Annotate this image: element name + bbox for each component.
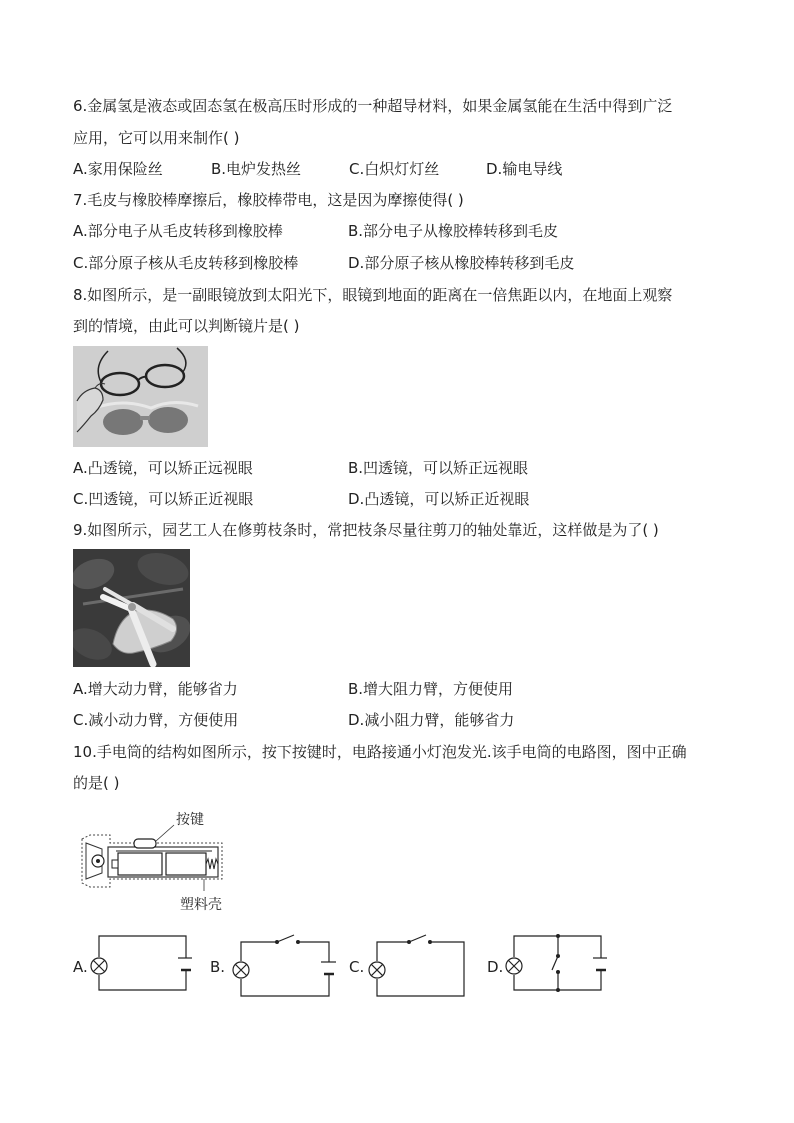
q6-option-d: D.输电导线: [486, 160, 563, 178]
q9-stem: 9.如图所示，园艺工人在修剪枝条时，常把枝条尽量往剪刀的轴处靠近，这样做是为了( ): [73, 521, 659, 539]
q7-option-c: C.部分原子核从毛皮转移到橡胶棒: [73, 254, 299, 272]
shell-label: 塑料壳: [180, 897, 222, 913]
q7-option-d: D.部分原子核从橡胶棒转移到毛皮: [348, 254, 575, 272]
battery-icon: [593, 958, 607, 970]
circuit-a-diagram: [88, 930, 192, 996]
switch-icon: [275, 935, 300, 944]
q6-option-c: C.白炽灯灯丝: [349, 160, 440, 178]
switch-icon: [552, 954, 560, 974]
q8-stem-line1: 8.如图所示，是一副眼镜放到太阳光下，眼镜到地面的距离在一倍焦距以内，在地面上观察: [73, 286, 673, 304]
q10-stem-line1: 10.手电筒的结构如图所示，按下按键时，电路接通小灯泡发光.该手电筒的电路图，图中正确: [73, 743, 687, 761]
switch-icon: [407, 935, 432, 944]
circuit-c-label: C.: [349, 958, 365, 976]
q9-option-c: C.减小动力臂，方便使用: [73, 711, 239, 729]
q6-stem-line2: 应用，它可以用来制作( ): [73, 129, 240, 147]
q6-option-a: A.家用保险丝: [73, 160, 163, 178]
battery-icon: [178, 958, 192, 970]
q9-option-a: A.增大动力臂，能够省力: [73, 680, 238, 698]
circuit-a-label: A.: [73, 958, 88, 976]
q6-stem-line1: 6.金属氢是液态或固态氢在极高压时形成的一种超导材料，如果金属氢能在生活中得到广泛: [73, 97, 673, 115]
circuit-d-diagram: [503, 930, 607, 996]
q9-option-d: D.减小阻力臂，能够省力: [348, 711, 515, 729]
lamp-icon: [233, 962, 249, 978]
circuit-b-diagram: [230, 932, 336, 998]
q7-option-b: B.部分电子从橡胶棒转移到毛皮: [348, 222, 559, 240]
q7-option-a: A.部分电子从毛皮转移到橡胶棒: [73, 222, 283, 240]
circuit-b-label: B.: [210, 958, 226, 976]
q8-option-d: D.凸透镜，可以矫正近视眼: [348, 490, 530, 508]
q8-option-c: C.凹透镜，可以矫正近视眼: [73, 490, 254, 508]
q8-option-a: A.凸透镜，可以矫正远视眼: [73, 459, 253, 477]
flashlight-structure-figure: [72, 805, 232, 915]
q9-option-b: B.增大阻力臂，方便使用: [348, 680, 514, 698]
q6-option-b: B.电炉发热丝: [211, 160, 302, 178]
lamp-icon: [506, 958, 522, 974]
battery-icon: [321, 962, 336, 974]
q7-stem: 7.毛皮与橡胶棒摩擦后，橡胶棒带电，这是因为摩擦使得( ): [73, 191, 464, 209]
q8-option-b: B.凹透镜，可以矫正远视眼: [348, 459, 529, 477]
lamp-icon: [369, 962, 385, 978]
button-label: 按键: [176, 812, 204, 828]
glasses-shadow-photo: [73, 346, 208, 447]
circuit-d-label: D.: [487, 958, 504, 976]
pruning-shears-photo: [73, 549, 190, 667]
q8-stem-line2: 到的情境，由此可以判断镜片是( ): [73, 317, 300, 335]
lamp-icon: [91, 958, 107, 974]
q10-stem-line2: 的是( ): [73, 774, 120, 792]
circuit-c-diagram: [366, 932, 466, 998]
